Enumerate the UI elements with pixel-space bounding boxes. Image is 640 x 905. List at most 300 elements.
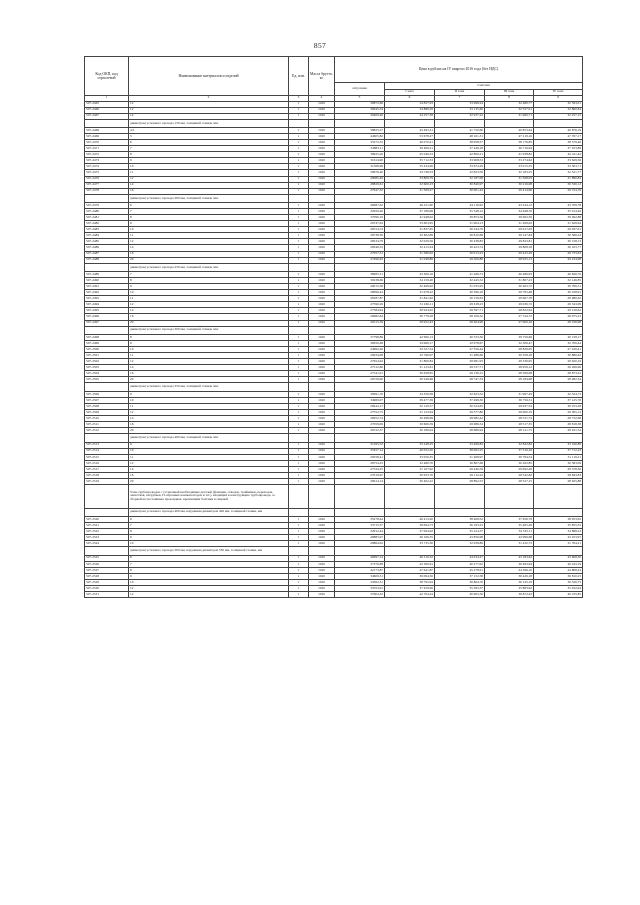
empty-cell [485, 326, 534, 335]
price-wholesale: 29864,02 [335, 541, 385, 547]
empty-cell [385, 485, 435, 509]
item-unit: т [289, 410, 309, 416]
price-zone-3: 29 092,49 [485, 466, 534, 472]
item-mass: 1020 [309, 404, 335, 410]
item-unit: т [289, 347, 309, 353]
price-zone-2: 30 001,44 [435, 188, 485, 194]
item-code: 507-2504 [85, 371, 129, 377]
price-zone-3: 29 336,95 [485, 359, 534, 365]
price-zone-2: 32 445,52 [435, 278, 485, 284]
price-zone-4: 35 452,94 [534, 586, 583, 592]
price-wholesale: 38085,31 [335, 272, 385, 278]
price-zone-3: 37 656,79 [485, 517, 534, 523]
item-name: 9 [129, 573, 289, 579]
item-mass: 1020 [309, 170, 335, 176]
price-zone-1: 39 477,39 [385, 397, 435, 403]
item-mass: 1020 [309, 140, 335, 146]
item-name: 9 [129, 284, 289, 290]
empty-cell [485, 119, 534, 128]
price-wholesale: 40987,02 [335, 203, 385, 209]
item-name: 20 [129, 479, 289, 485]
item-unit: т [289, 460, 309, 466]
price-zone-1: 46 166,35 [385, 535, 435, 541]
item-mass: 1020 [309, 567, 335, 573]
item-mass: 1020 [309, 428, 335, 434]
item-mass: 1020 [309, 245, 335, 251]
price-zone-1: 35 712,33 [385, 158, 435, 164]
price-zone-2: 30 423,74 [435, 245, 485, 251]
item-name: 9 [129, 341, 289, 347]
price-zone-3: 44 396,10 [485, 567, 534, 573]
price-zone-1: 31 841,92 [385, 296, 435, 302]
price-zone-2: 33 998,24 [435, 101, 485, 107]
empty-cell [485, 383, 534, 392]
item-name: 9 [129, 158, 289, 164]
item-mass: 1020 [309, 359, 335, 365]
item-code: 507-2479 [85, 203, 129, 209]
price-zone-2: 40 533,36 [435, 335, 485, 341]
price-zone-1: 30 186,04 [385, 428, 435, 434]
item-mass: 1020 [309, 391, 335, 397]
item-code: 507-2493 [85, 296, 129, 302]
item-mass: 1020 [309, 296, 335, 302]
price-zone-3: 28 531,74 [485, 416, 534, 422]
price-zone-2: 37 152,58 [435, 573, 485, 579]
empty-cell [485, 485, 534, 509]
item-mass: 1020 [309, 442, 335, 448]
header-zone-3: III зона [485, 89, 534, 96]
empty-cell [309, 194, 335, 203]
item-code: 507-2486 [85, 245, 129, 251]
item-name: 12 [129, 107, 289, 113]
price-zone-3: 35 883,92 [485, 586, 534, 592]
price-zone-1: 34 257,38 [385, 113, 435, 119]
empty-cell [435, 263, 485, 272]
item-mass: 1020 [309, 272, 335, 278]
price-zone-2: 41 750,60 [435, 128, 485, 134]
page-number: 857 [313, 41, 327, 50]
price-zone-4: 44 808,24 [534, 567, 583, 573]
item-code: 507-2490 [85, 278, 129, 284]
item-mass: 1020 [309, 335, 335, 341]
item-unit: т [289, 278, 309, 284]
price-zone-1: 34 960,17 [385, 341, 435, 347]
price-zone-3: 30 463,72 [485, 284, 534, 290]
item-unit: т [289, 335, 309, 341]
item-mass: 1020 [309, 592, 335, 598]
price-zone-1: 32 029,56 [385, 239, 435, 245]
col-number: 8 [485, 96, 534, 102]
price-zone-3: 28 121,75 [485, 428, 534, 434]
item-unit: т [289, 176, 309, 182]
price-zone-1: 45 049,33 [385, 152, 435, 158]
price-zone-1: 35 248,25 [385, 442, 435, 448]
item-name: 12 [129, 176, 289, 182]
item-unit: т [289, 239, 309, 245]
price-zone-2: 38 408,52 [435, 517, 485, 523]
price-zone-4: 31 764,21 [534, 541, 583, 547]
item-unit: т [289, 284, 309, 290]
price-zone-4: 28 075,23 [534, 314, 583, 320]
item-code: 507-2510 [85, 416, 129, 422]
price-wholesale: 27654,64 [335, 359, 385, 365]
section-heading: диаметром условного прохода 400 мм, толщиной стенки, мм: [129, 434, 289, 443]
price-zone-1: 42 704,24 [385, 592, 435, 598]
price-wholesale: 29015,58 [335, 284, 385, 290]
price-zone-1: 31 123,94 [385, 410, 435, 416]
item-name: 12 [129, 302, 289, 308]
price-zone-1: 38 094,73 [385, 523, 435, 529]
item-unit: т [289, 158, 309, 164]
price-zone-2: 31 035,95 [435, 284, 485, 290]
price-zone-4: 39 492,88 [534, 215, 583, 221]
price-wholesale: 33715,57 [335, 523, 385, 529]
price-wholesale: 44605,82 [335, 134, 385, 140]
price-zone-3: 33 274,62 [485, 158, 534, 164]
price-zone-4: 30 330,12 [534, 182, 583, 188]
price-wholesale: 35457,14 [335, 448, 385, 454]
item-name: 11 [129, 454, 289, 460]
item-code: 507-2478 [85, 188, 129, 194]
item-unit: т [289, 140, 309, 146]
item-unit: т [289, 448, 309, 454]
item-unit: т [289, 227, 309, 233]
item-code: 507-2520 [85, 517, 129, 523]
item-name: 9 [129, 391, 289, 397]
item-code: 507-2507 [85, 397, 129, 403]
item-name: 12 [129, 592, 289, 598]
price-zone-4: 28 482,34 [534, 377, 583, 383]
header-wholesale: отпускная [335, 83, 385, 96]
price-zone-3: 29 617,63 [485, 227, 534, 233]
item-code: 507-2469 [85, 134, 129, 140]
price-wholesale: 34883,11 [335, 146, 385, 152]
item-unit: т [289, 523, 309, 529]
price-zone-2: 29 981,93 [435, 359, 485, 365]
item-unit: т [289, 580, 309, 586]
empty-cell [534, 383, 583, 392]
item-code: 507-2519 [85, 479, 129, 485]
header-zone-4: IV зона [534, 89, 583, 96]
item-code: 507-2488 [85, 257, 129, 263]
price-zone-4: 29 937,01 [534, 227, 583, 233]
item-unit: т [289, 561, 309, 567]
price-zone-1: 29 952,43 [385, 320, 435, 326]
price-wholesale: 26729,06 [335, 377, 385, 383]
empty-cell [309, 383, 335, 392]
col-number: 4 [309, 96, 335, 102]
item-name: 6 [129, 203, 289, 209]
item-code [85, 434, 129, 443]
price-wholesale: 30238,69 [335, 278, 385, 284]
price-zone-4: 28 625,88 [534, 479, 583, 485]
item-name: 12 [129, 460, 289, 466]
item-mass: 1020 [309, 586, 335, 592]
item-unit: т [289, 203, 309, 209]
col-number: 9 [534, 96, 583, 102]
item-code: 507-2487 [85, 251, 129, 257]
item-code: 507-2529 [85, 580, 129, 586]
empty-cell [485, 263, 534, 272]
item-code: 507-2509 [85, 410, 129, 416]
item-code: 507-2500 [85, 347, 129, 353]
price-zone-4: 32 324,73 [534, 391, 583, 397]
item-mass: 1020 [309, 182, 335, 188]
item-code: 507-2477 [85, 182, 129, 188]
section-heading-row [85, 434, 583, 443]
empty-cell [335, 485, 385, 509]
item-unit: т [289, 567, 309, 573]
price-zone-1: 34 827,93 [385, 101, 435, 107]
item-unit: т [289, 215, 309, 221]
price-zone-4: 33 190,89 [534, 442, 583, 448]
item-mass: 1020 [309, 152, 335, 158]
item-unit: т [289, 535, 309, 541]
price-zone-4: 32 593,01 [534, 101, 583, 107]
price-zone-4: 30 766,51 [534, 284, 583, 290]
item-code: 507-2482 [85, 221, 129, 227]
price-zone-4: 28 732,68 [534, 416, 583, 422]
item-code: 507-2515 [85, 454, 129, 460]
group-note: Узлы трубопроводов с установкой необходимых деталей (фланцев, отводов, тройников, переходов, лепестков, патрубков, П-образных компенсаторов и т.п.), входящих в конструкцию трубопровода, со сборкой на постоянных прокладках, креплением болтами в сварной [129, 485, 289, 509]
price-zone-1: 42 690,13 [385, 335, 435, 341]
section-heading: диаметром условного прохода 300 мм, толщиной стенки, мм: [129, 326, 289, 335]
item-name: 14 [129, 365, 289, 371]
item-code [85, 485, 129, 509]
price-zone-2: 42 806,21 [435, 152, 485, 158]
price-zone-4: 32 706,44 [534, 341, 583, 347]
price-zone-1: 31 837,65 [385, 227, 435, 233]
item-code: 507-2470 [85, 140, 129, 146]
price-zone-4: 38 053,92 [534, 517, 583, 523]
price-wholesale: 27957,51 [335, 251, 385, 257]
price-zone-4: 40 158,17 [534, 335, 583, 341]
price-zone-1: 33 735,30 [385, 541, 435, 547]
empty-cell [309, 508, 335, 517]
price-zone-1: 37 064,92 [385, 529, 435, 535]
section-heading-row [85, 547, 583, 556]
price-zone-1: 41 948,02 [385, 215, 435, 221]
item-mass: 1020 [309, 158, 335, 164]
section-heading-row [85, 119, 583, 128]
price-zone-1: 32 796,97 [385, 353, 435, 359]
price-wholesale: 28738,39 [335, 233, 385, 239]
item-code: 507-2491 [85, 284, 129, 290]
price-zone-4: 36 810,25 [534, 573, 583, 579]
price-zone-3: 32 842,82 [485, 442, 534, 448]
price-zone-4: 34 898,23 [534, 529, 583, 535]
empty-cell [335, 326, 385, 335]
item-code: 507-2501 [85, 353, 129, 359]
item-unit: т [289, 251, 309, 257]
table-row [85, 592, 583, 598]
item-code: 507-2484 [85, 233, 129, 239]
price-wholesale: 31614,90 [335, 158, 385, 164]
item-mass: 1020 [309, 239, 335, 245]
empty-cell [335, 434, 385, 443]
price-zone-4: 28 873,22 [534, 371, 583, 377]
price-zone-2: 30 244,76 [435, 227, 485, 233]
item-unit: т [289, 341, 309, 347]
empty-cell [309, 434, 335, 443]
item-code: 507-2511 [85, 422, 129, 428]
item-name: 11 [129, 170, 289, 176]
col-number: 5 [335, 96, 385, 102]
price-zone-3: 31 960,71 [485, 113, 534, 119]
item-name: 12 [129, 586, 289, 592]
item-code [85, 383, 129, 392]
item-unit: т [289, 314, 309, 320]
item-unit: т [289, 479, 309, 485]
item-unit: т [289, 257, 309, 263]
price-zone-1: 32 120,57 [385, 404, 435, 410]
price-zone-2: 30 840,97 [435, 182, 485, 188]
price-zone-2: 38 958,57 [435, 140, 485, 146]
item-unit: т [289, 391, 309, 397]
item-unit: т [289, 353, 309, 359]
price-wholesale: 29747,63 [335, 221, 385, 227]
price-zone-2: 39 853,56 [435, 215, 485, 221]
header-code: Код ОКП, код отраслевой [85, 57, 129, 96]
price-wholesale: 37376,89 [335, 561, 385, 567]
item-unit: т [289, 397, 309, 403]
item-unit: т [289, 308, 309, 314]
price-zone-3: 33 015,55 [485, 164, 534, 170]
price-zone-3: 31 432,73 [485, 541, 534, 547]
price-wholesale: 30872,69 [335, 101, 385, 107]
price-zone-4: 33 629,56 [534, 158, 583, 164]
item-code [85, 508, 129, 517]
price-wholesale: 27059,09 [335, 422, 385, 428]
price-zone-3: 36 145,19 [485, 580, 534, 586]
item-unit: т [289, 113, 309, 119]
item-code: 507-2473 [85, 158, 129, 164]
empty-cell [385, 434, 435, 443]
price-zone-1: 35 434,06 [385, 164, 435, 170]
price-zone-3: 34 648,76 [485, 209, 534, 215]
price-zone-4: 29 378,30 [534, 466, 583, 472]
price-zone-1: 32 480,70 [385, 460, 435, 466]
item-code: 507-2514 [85, 448, 129, 454]
price-zone-3: 29 425,29 [485, 251, 534, 257]
price-wholesale: 31295,52 [335, 442, 385, 448]
item-name: 14 [129, 466, 289, 472]
item-code: 507-2527 [85, 567, 129, 573]
section-heading-row [85, 326, 583, 335]
empty-cell [485, 508, 534, 517]
item-code: 507-2471 [85, 146, 129, 152]
price-zone-4: 29 266,96 [534, 365, 583, 371]
item-code [85, 119, 129, 128]
item-name: 14 [129, 308, 289, 314]
price-zone-4: 29 733,63 [534, 251, 583, 257]
price-zone-3: 30 358,18 [485, 353, 534, 359]
price-zone-4: 37 125,76 [534, 397, 583, 403]
item-unit: т [289, 146, 309, 152]
price-zone-2: 30 810,68 [435, 233, 485, 239]
price-zone-1: 30 606,59 [385, 422, 435, 428]
price-wholesale: 30091,76 [335, 391, 385, 397]
price-zone-1: 34 159,20 [385, 278, 435, 284]
price-zone-1: 43 306,16 [385, 272, 435, 278]
price-zone-1: 30 498,69 [385, 416, 435, 422]
price-zone-2: 29 397,71 [435, 308, 485, 314]
section-heading: диаметром условного прохода 350 мм, толщиной стенки, мм: [129, 383, 289, 392]
price-zone-3: 32 306,47 [485, 341, 534, 347]
item-name: 10 [129, 227, 289, 233]
price-zone-1: 33 603,95 [385, 221, 435, 227]
item-unit: т [289, 233, 309, 239]
empty-cell [534, 194, 583, 203]
empty-cell [534, 263, 583, 272]
item-code: 507-2485 [85, 239, 129, 245]
item-unit: т [289, 320, 309, 326]
price-zone-2: 32 058,89 [435, 541, 485, 547]
price-wholesale: 42173,87 [335, 567, 385, 573]
item-mass: 1020 [309, 215, 335, 221]
item-unit: т [289, 164, 309, 170]
price-zone-1: 37 459,96 [385, 586, 435, 592]
price-wholesale: 24992,26 [335, 347, 385, 353]
price-zone-2: 30 524,65 [435, 404, 485, 410]
price-zone-3: 39 493,94 [485, 561, 534, 567]
price-zone-4: 43 453,97 [534, 535, 583, 541]
price-wholesale: 34362,31 [335, 580, 385, 586]
item-name: 10 [129, 580, 289, 586]
price-wholesale: 28234,79 [335, 239, 385, 245]
price-zone-4: 37 712,23 [534, 448, 583, 454]
price-wholesale: 37090,19 [335, 215, 385, 221]
price-zone-4: 43 608,50 [534, 555, 583, 561]
header-unit: Ед. изм. [289, 57, 309, 96]
item-mass: 1020 [309, 251, 335, 257]
empty-cell [289, 383, 309, 392]
price-zone-4: 30 583,09 [534, 460, 583, 466]
price-zone-1: 31 166,11 [385, 302, 435, 308]
empty-cell [385, 383, 435, 392]
item-mass: 1020 [309, 164, 335, 170]
price-wholesale: 30950,48 [335, 341, 385, 347]
item-mass: 1020 [309, 479, 335, 485]
item-unit: т [289, 272, 309, 278]
price-zone-4: 29 980,62 [534, 296, 583, 302]
price-zone-1: 31 580,92 [385, 251, 435, 257]
item-code: 507-2480 [85, 209, 129, 215]
price-wholesale: 27541,01 [335, 371, 385, 377]
price-zone-4: 31 119,21 [534, 454, 583, 460]
price-zone-4: 30 880,62 [534, 353, 583, 359]
price-zone-1: 30 402,22 [385, 479, 435, 485]
price-zone-1: 46 411,90 [385, 203, 435, 209]
empty-cell [289, 434, 309, 443]
empty-cell [435, 485, 485, 509]
price-wholesale: 31568,69 [335, 164, 385, 170]
price-zone-1: 31 167,92 [385, 466, 435, 472]
item-code: 507-2526 [85, 561, 129, 567]
item-mass: 1020 [309, 541, 335, 547]
price-zone-2: 32 823,59 [435, 170, 485, 176]
item-name: 8 [129, 529, 289, 535]
item-name: 9 [129, 442, 289, 448]
item-name: 20 [129, 428, 289, 434]
price-zone-4: 32 146,85 [534, 278, 583, 284]
price-zone-4: 28 843,83 [534, 472, 583, 478]
price-zone-1: 30 633,70 [385, 472, 435, 478]
item-name: 12 [129, 410, 289, 416]
price-zone-4: 40 876,19 [534, 128, 583, 134]
empty-cell [435, 508, 485, 517]
empty-cell [534, 119, 583, 128]
